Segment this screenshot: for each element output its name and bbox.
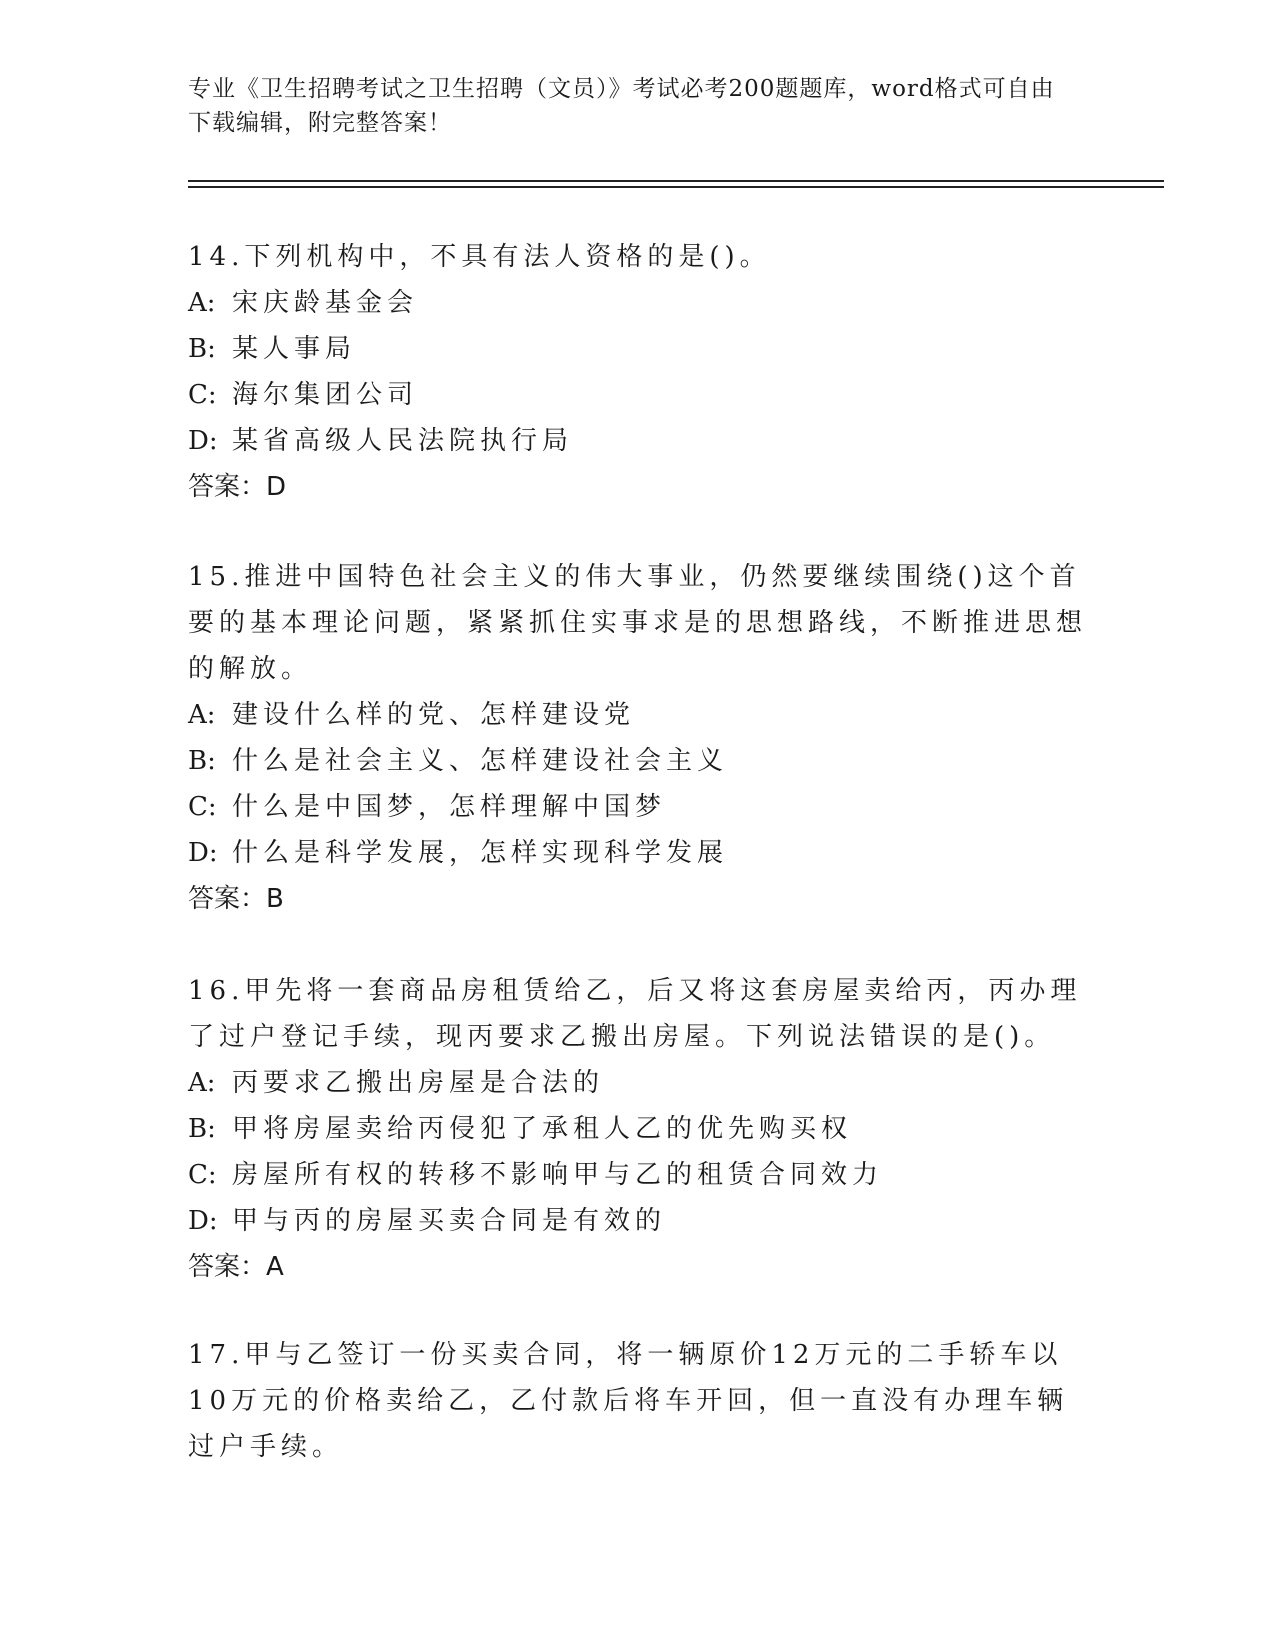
option-c xyxy=(188,372,1088,418)
question-14 xyxy=(188,234,1088,510)
option-c xyxy=(188,784,1088,830)
option-d xyxy=(188,830,1088,876)
answer-line: 答案：A xyxy=(188,1252,284,1282)
document-header: 专业《卫生招聘考试之卫生招聘（文员）》考试必考200题题库，word格式可自由下载编辑，附完整答案！ xyxy=(188,76,1055,136)
option-b xyxy=(188,738,1088,784)
option-a xyxy=(188,280,1088,326)
option-b xyxy=(188,1106,1088,1152)
option-key: A: xyxy=(188,288,216,318)
option-key: D: xyxy=(188,426,218,456)
option-c xyxy=(188,1152,1088,1198)
option-text: 甲与丙的房屋买卖合同是有效的 xyxy=(232,1206,667,1236)
option-b xyxy=(188,326,1088,372)
option-text: 什么是中国梦，怎样理解中国梦 xyxy=(232,792,667,822)
option-key: A: xyxy=(188,1068,216,1098)
option-text: 宋庆龄基金会 xyxy=(232,288,419,318)
answer-line: 答案：B xyxy=(188,884,284,914)
question-stem: 16.甲先将一套商品房租赁给乙，后又将这套房屋卖给丙，丙办理了过户登记手续，现丙要求乙搬出房屋。下列说法错误的是()。 xyxy=(188,976,1082,1052)
option-text: 某人事局 xyxy=(232,334,357,364)
option-key: C: xyxy=(188,380,217,410)
option-text: 海尔集团公司 xyxy=(232,380,419,410)
option-text: 某省高级人民法院执行局 xyxy=(232,426,574,456)
option-d xyxy=(188,1198,1088,1244)
option-d xyxy=(188,418,1088,464)
option-key: B: xyxy=(188,334,216,364)
question-stem: 14.下列机构中，不具有法人资格的是()。 xyxy=(188,242,771,272)
answer-line: 答案：D xyxy=(188,472,287,502)
option-a xyxy=(188,1060,1088,1106)
question-16 xyxy=(188,968,1088,1290)
option-text: 什么是科学发展，怎样实现科学发展 xyxy=(232,838,729,868)
option-text: 甲将房屋卖给丙侵犯了承租人乙的优先购买权 xyxy=(232,1114,853,1144)
header-divider xyxy=(188,180,1164,182)
question-stem: 17.甲与乙签订一份买卖合同，将一辆原价12万元的二手轿车以10万元的价格卖给乙，乙付款后将车开回，但一直没有办理车辆过户手续。 xyxy=(188,1340,1069,1462)
option-key: B: xyxy=(188,1114,216,1144)
header-divider-second xyxy=(188,186,1164,188)
option-text: 建设什么样的党、怎样建设党 xyxy=(232,700,636,730)
option-key: C: xyxy=(188,792,217,822)
question-15 xyxy=(188,554,1088,922)
option-key: B: xyxy=(188,746,216,776)
option-key: D: xyxy=(188,1206,218,1236)
question-17 xyxy=(188,1332,1088,1470)
option-text: 丙要求乙搬出房屋是合法的 xyxy=(232,1068,605,1098)
option-key: C: xyxy=(188,1160,217,1190)
option-key: A: xyxy=(188,700,216,730)
option-key: D: xyxy=(188,838,218,868)
question-stem: 15.推进中国特色社会主义的伟大事业，仍然要继续围绕()这个首要的基本理论问题，紧紧抓住实事求是的思想路线，不断推进思想的解放。 xyxy=(188,562,1088,684)
option-a xyxy=(188,692,1088,738)
option-text: 房屋所有权的转移不影响甲与乙的租赁合同效力 xyxy=(232,1160,884,1190)
option-text: 什么是社会主义、怎样建设社会主义 xyxy=(232,746,729,776)
